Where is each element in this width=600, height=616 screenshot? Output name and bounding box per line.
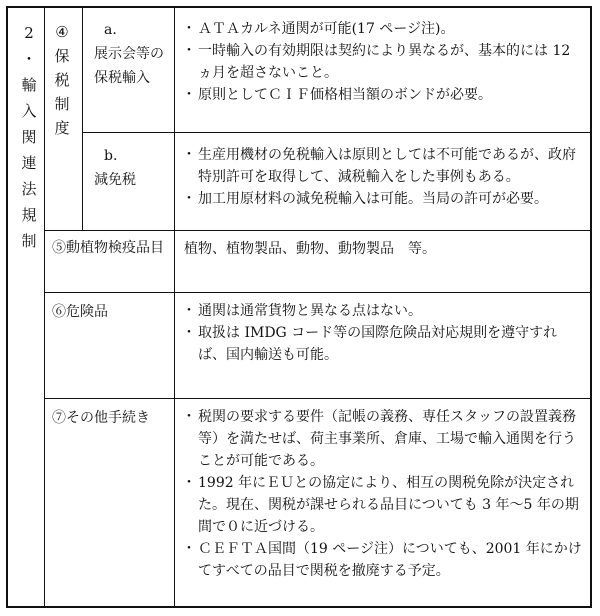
section-label <box>18 20 40 254</box>
list-item: ・ ＡＴＡカルネ通関が可能(17 ページ注)。 <box>184 18 584 40</box>
list-item: ・ 税関の要求する要件（記帳の義務、専任スタッフの設置義務等）を満たせば、荷主事業所、倉庫、工場で輸入通関を行うことが可能である。 <box>184 406 584 472</box>
other-content <box>184 406 584 582</box>
divider <box>44 230 592 231</box>
quarantine-content: 植物、植物製品、動物、動物製品 等。 <box>184 241 436 257</box>
bonded-char: ④ <box>55 23 69 41</box>
divider <box>44 8 45 606</box>
other-label: ⑦その他手続き <box>52 410 150 426</box>
bonded-char: 制 <box>54 95 70 113</box>
list-item: ・ 取扱は IMDG コード等の国際危険品対応規則を遵守すれば、国内輸送も可能。 <box>184 322 584 366</box>
subitem-b-text: 減免税 <box>94 172 136 188</box>
bonded-char: 度 <box>54 119 70 137</box>
list-item: ・ 1992 年にＥＵとの協定により、相互の関税免除が決定された。現在、関税が課せられる品目についても 3 年～5 年の期間で０に近づける。 <box>184 472 584 538</box>
subitem-b-marker: b. <box>104 148 118 164</box>
section-char: 法 <box>21 180 37 198</box>
divider <box>174 8 175 606</box>
divider <box>44 292 592 293</box>
divider <box>44 398 592 399</box>
section-char: 制 <box>21 232 37 250</box>
divider <box>82 8 83 230</box>
section-char: ・ <box>21 50 37 68</box>
regulation-table <box>6 6 592 608</box>
subitem-b-content <box>184 144 584 210</box>
section-char: 2 <box>24 24 34 42</box>
bonded-label <box>48 20 76 140</box>
section-char: 関 <box>21 128 37 146</box>
section-char: 規 <box>21 206 37 224</box>
list-item: ・ ＣＥＦＴＡ国間（19 ページ注）についても、2001 年にかけてすべての品目で関税を撤廃する予定。 <box>184 538 584 582</box>
section-char: 輸 <box>21 76 37 94</box>
subitem-a-content <box>184 18 584 106</box>
hazard-label: ⑥危険品 <box>52 304 108 320</box>
quarantine-label: ⑤動植物検疫品目 <box>52 240 164 256</box>
list-item: ・ 加工用原材料の減免税輸入は可能。当局の許可が必要。 <box>184 188 584 210</box>
divider <box>82 132 592 133</box>
hazard-content <box>184 300 584 366</box>
subitem-a-text: 展示会等の保税輸入 <box>94 46 164 86</box>
section-char: 入 <box>21 102 37 120</box>
subitem-a-label <box>94 18 168 90</box>
subitem-a-marker: a. <box>104 22 117 38</box>
list-item: ・ 一時輸入の有効期限は契約により異なるが、基本的には 12ヵ月を超さないこと。 <box>184 40 584 84</box>
subitem-b-label <box>94 144 168 192</box>
list-item: ・ 通関は通常貨物と異なる点はない。 <box>184 300 584 322</box>
bonded-char: 税 <box>54 71 70 89</box>
list-item: ・ 原則としてＣＩＦ価格相当額のボンドが必要。 <box>184 84 584 106</box>
bonded-char: 保 <box>54 47 70 65</box>
list-item: ・ 生産用機材の免税輸入は原則としては不可能であるが、政府特別許可を取得して、減税輸入をした事例もある。 <box>184 144 584 188</box>
section-char: 連 <box>21 154 37 172</box>
